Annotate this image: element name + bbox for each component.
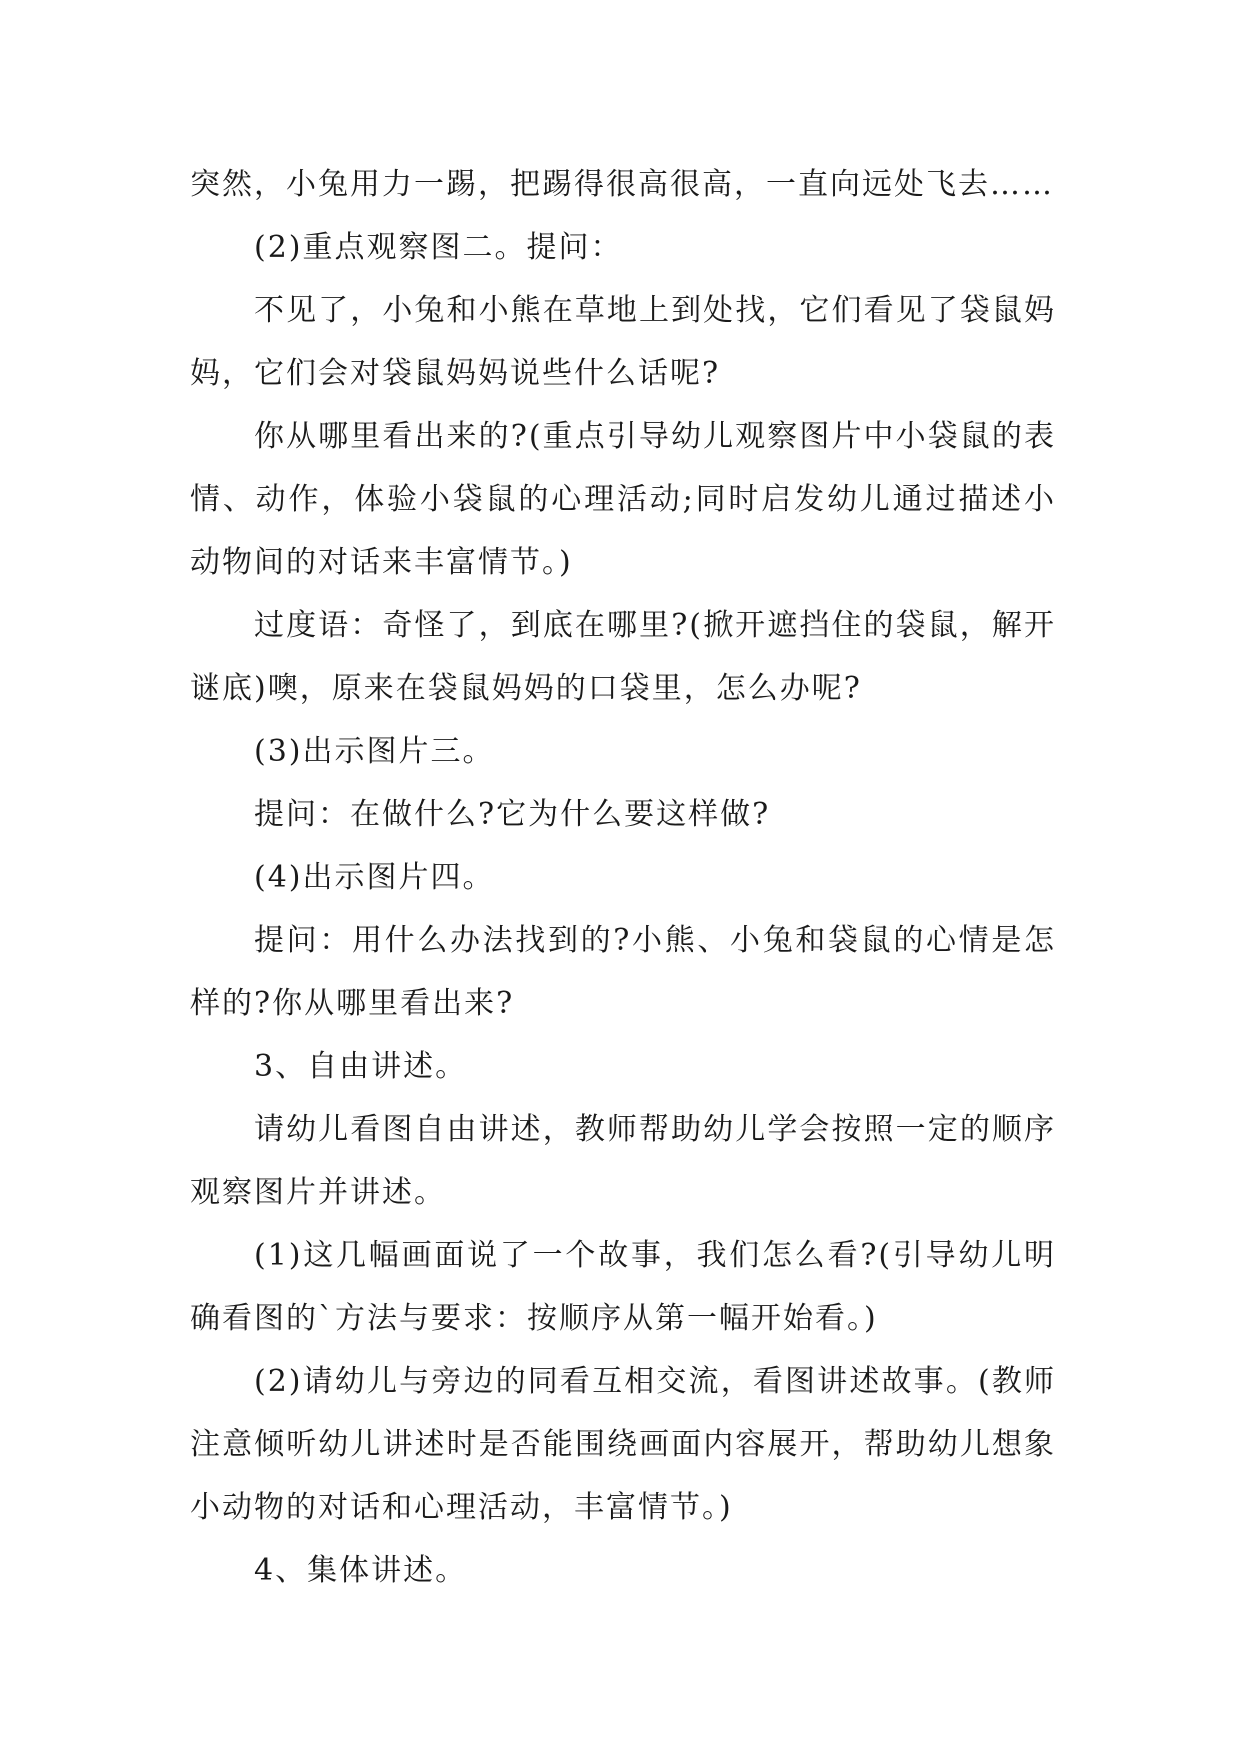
paragraph-step-2-heading: (2)重点观察图二。提问： — [254, 230, 623, 265]
paragraph: 不见了，小兔和小熊在草地上到处找，它们看见了袋鼠妈妈，它们会对袋鼠妈妈说些什么话呢? — [190, 293, 1056, 391]
body-text — [190, 153, 1056, 1602]
paragraph-step-4-heading: (4)出示图片四。 — [254, 860, 495, 895]
paragraph: 提问：用什么办法找到的?小熊、小兔和袋鼠的心情是怎样的?你从哪里看出来? — [190, 923, 1056, 1021]
paragraph: (2)请幼儿与旁边的同看互相交流，看图讲述故事。(教师注意倾听幼儿讲述时是否能围绕画面内容展开，帮助幼儿想象小动物的对话和心理活动，丰富情节。) — [190, 1364, 1056, 1525]
paragraph: 过度语：奇怪了，到底在哪里?(掀开遮挡住的袋鼠，解开谜底)噢，原来在袋鼠妈妈的口袋里，怎么办呢? — [190, 608, 1056, 706]
paragraph-step-3-heading: (3)出示图片三。 — [254, 734, 495, 769]
section-heading-4: 4、集体讲述。 — [254, 1553, 468, 1588]
paragraph: 请幼儿看图自由讲述，教师帮助幼儿学会按照一定的顺序观察图片并讲述。 — [190, 1112, 1056, 1210]
paragraph: 提问：在做什么?它为什么要这样做? — [254, 797, 771, 832]
paragraph: 你从哪里看出来的?(重点引导幼儿观察图片中小袋鼠的表情、动作，体验小袋鼠的心理活动;同时启发幼儿通过描述小动物间的对话来丰富情节。) — [190, 419, 1056, 580]
paragraph-continuation: 突然，小兔用力一踢，把踢得很高很高，一直向远处飞去…… — [190, 167, 1054, 202]
section-heading-3: 3、自由讲述。 — [254, 1049, 468, 1084]
paragraph: (1)这几幅画面说了一个故事，我们怎么看?(引导幼儿明确看图的`方法与要求：按顺序从第一幅开始看。) — [190, 1238, 1056, 1336]
